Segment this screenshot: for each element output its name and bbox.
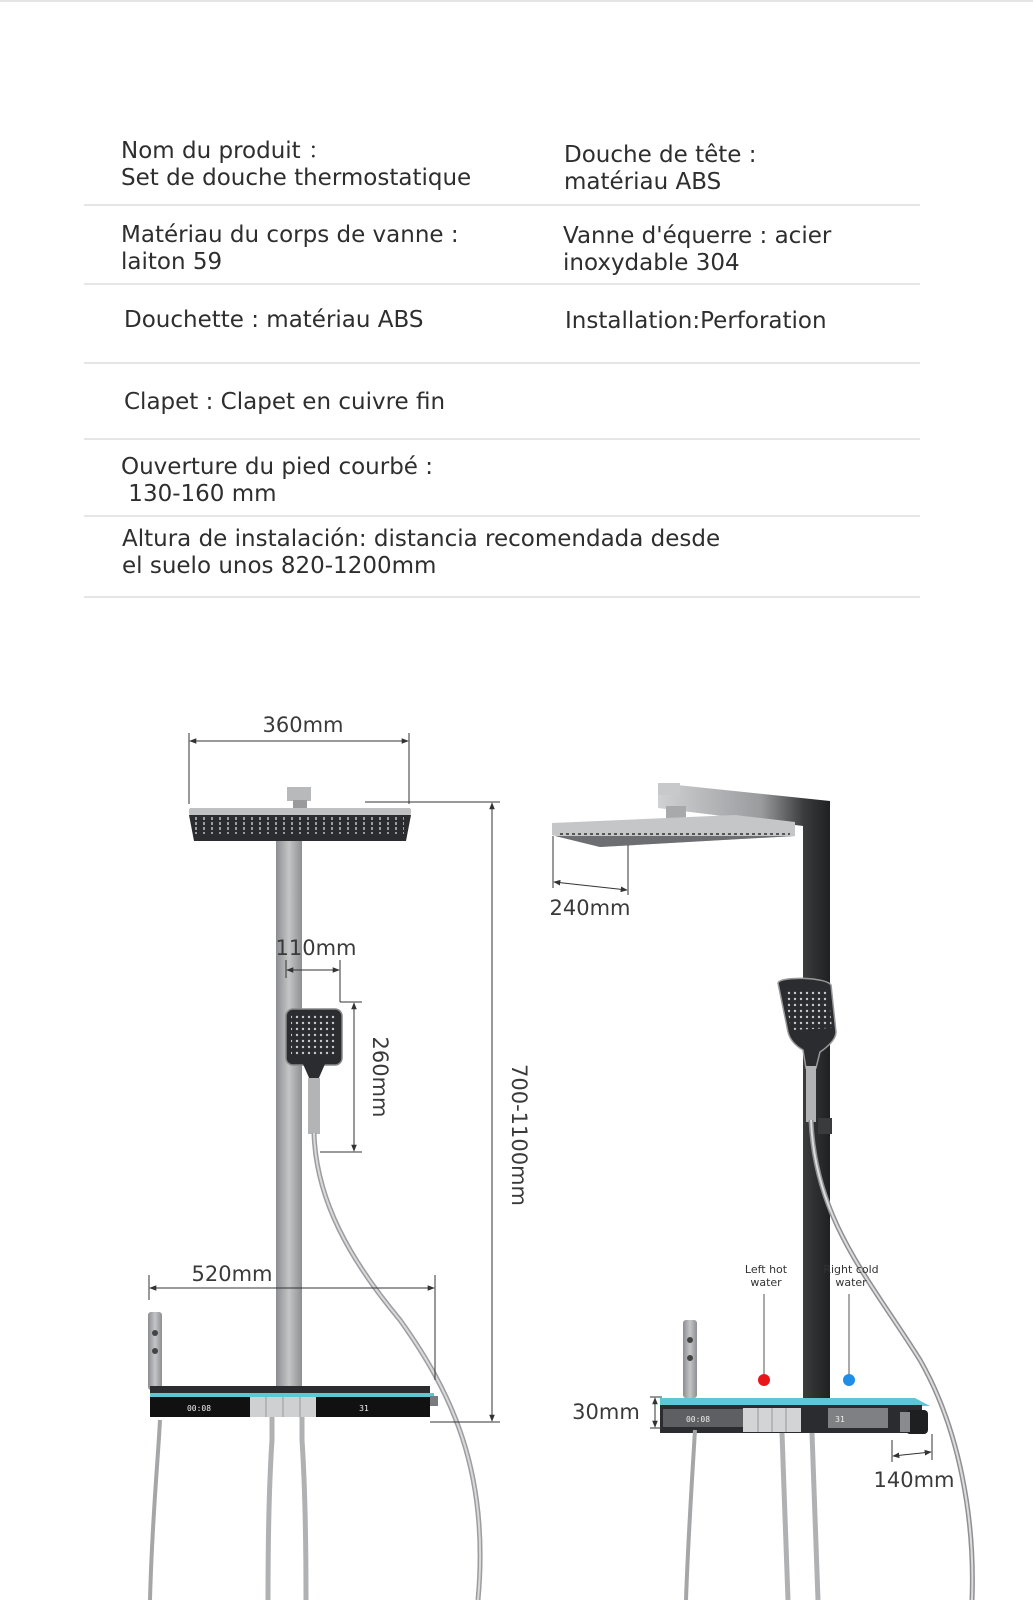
hot-water-indicator	[745, 1263, 788, 1386]
spec-angle-valve	[563, 223, 831, 277]
spec-label: Douche de tête :	[564, 142, 757, 168]
top-divider	[0, 0, 1033, 2]
svg-text:110mm: 110mm	[275, 936, 357, 960]
spec-label: Clapet : Clapet en cuivre fin	[124, 389, 446, 415]
svg-text:water: water	[835, 1276, 867, 1289]
spec-head-shower	[564, 142, 757, 196]
svg-text:Left hot: Left hot	[744, 1263, 788, 1276]
side-view	[550, 783, 973, 1600]
svg-text:260mm: 260mm	[368, 1036, 392, 1118]
cold-water-dot	[843, 1374, 855, 1386]
svg-text:140mm: 140mm	[873, 1468, 955, 1492]
front-hose	[314, 1133, 480, 1600]
dim-knob-length	[874, 1434, 955, 1492]
spec-row	[84, 285, 920, 364]
spec-label: Altura de instalación: distancia recomendada desde	[122, 526, 721, 552]
svg-text:520mm: 520mm	[191, 1262, 273, 1286]
spec-value: laiton 59	[121, 249, 223, 275]
spec-label: Vanne d'équerre : acier	[563, 223, 832, 249]
spec-label: Matériau du corps de vanne :	[121, 222, 459, 248]
front-thermostat-shelf	[150, 1386, 438, 1417]
spec-value: el suelo unos 820-1200mm	[122, 553, 437, 579]
front-display-temp: 31	[359, 1404, 369, 1413]
spec-row	[84, 206, 920, 285]
side-head-shower	[552, 815, 795, 847]
dim-head-depth	[550, 836, 631, 920]
side-riser-bar	[658, 783, 830, 1400]
svg-text:water: water	[750, 1276, 782, 1289]
spec-product-name	[121, 138, 471, 192]
spec-label: Ouverture du pied courbé :	[121, 454, 434, 480]
svg-text:240mm: 240mm	[549, 896, 631, 920]
side-spray-pin	[683, 1320, 697, 1398]
spec-value: matériau ABS	[564, 169, 722, 195]
svg-text:700-1100mm: 700-1100mm	[507, 1063, 531, 1207]
svg-text:30mm: 30mm	[572, 1400, 640, 1424]
spec-value: 130-160 mm	[121, 481, 277, 507]
side-thermostat-shelf	[660, 1398, 930, 1434]
front-display-time: 00:08	[186, 1404, 212, 1413]
spec-valve-body	[121, 222, 459, 276]
spec-install-height	[122, 526, 720, 580]
spec-row	[84, 517, 920, 598]
side-display-temp: 31	[835, 1415, 845, 1424]
spec-value: inoxydable 304	[563, 250, 740, 276]
dimension-diagram	[0, 690, 1033, 1600]
svg-text:360mm: 360mm	[262, 713, 344, 737]
svg-text:Right cold: Right cold	[823, 1263, 879, 1276]
front-riser-bar	[276, 836, 302, 1391]
spec-row	[84, 440, 920, 517]
front-view	[148, 713, 531, 1600]
front-head-shower	[189, 808, 411, 841]
dim-shelf-thickness	[572, 1397, 662, 1428]
side-display-time: 00:08	[685, 1415, 711, 1424]
spec-label: Nom du produit ：	[121, 138, 331, 164]
front-head-arm	[287, 787, 311, 801]
hot-water-dot	[758, 1374, 770, 1386]
spec-row	[84, 364, 920, 440]
spec-row	[84, 124, 920, 206]
spec-label: Douchette : matériau ABS	[124, 307, 424, 333]
spec-cartridge	[124, 389, 445, 416]
side-hose	[811, 1120, 972, 1600]
spec-handheld	[124, 307, 424, 334]
spec-label: Installation:Perforation	[565, 308, 827, 334]
spec-value: Set de douche thermostatique	[121, 165, 472, 191]
spec-table	[84, 124, 920, 598]
spec-curved-foot	[121, 454, 433, 508]
front-spray-pin	[148, 1312, 162, 1390]
spec-installation	[565, 308, 827, 335]
